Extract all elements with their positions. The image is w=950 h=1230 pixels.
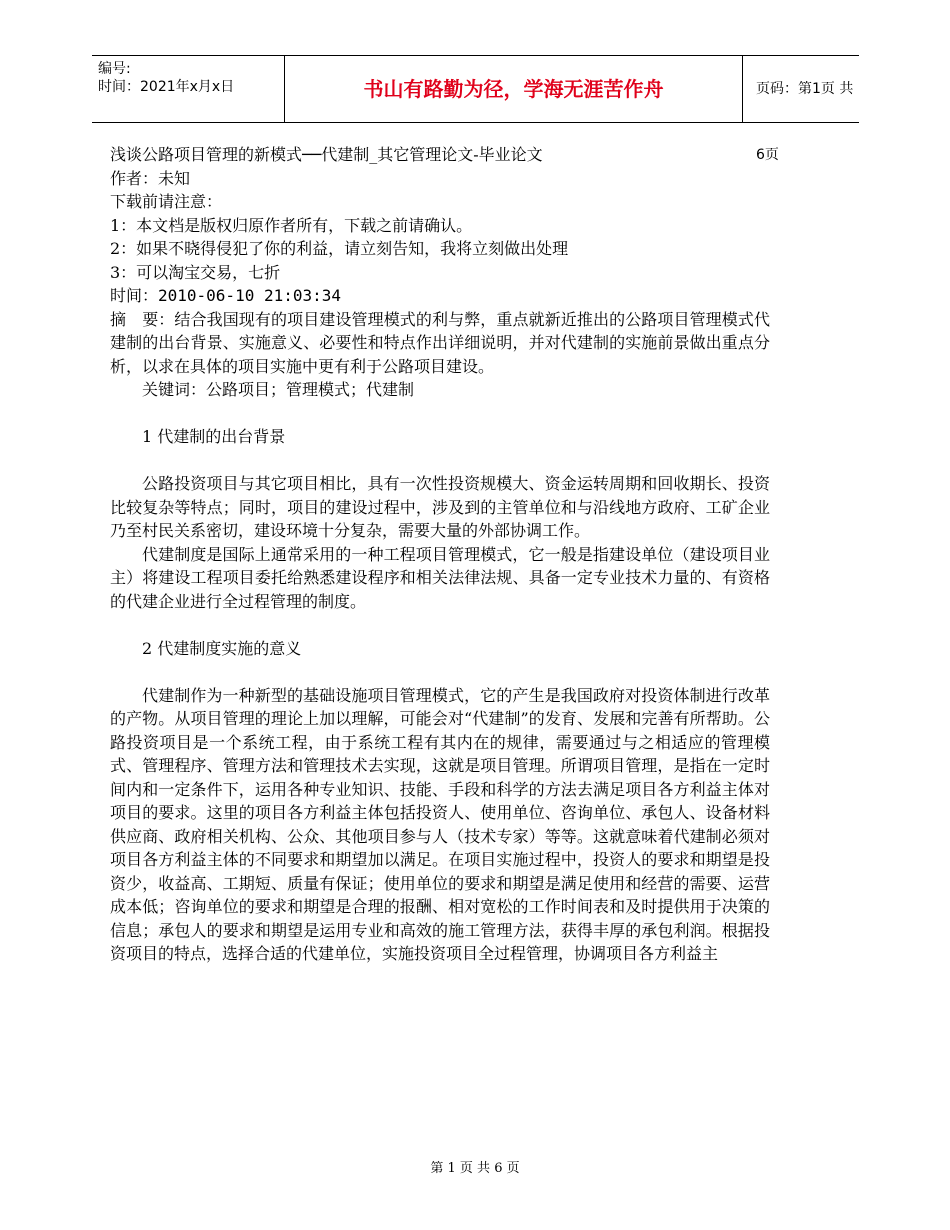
notice-item: 2：如果不晓得侵犯了你的利益，请立刻告知，我将立刻做出处理 bbox=[110, 239, 569, 258]
page-footer bbox=[0, 1157, 950, 1176]
body-paragraph: 公路投资项目与其它项目相比，具有一次性投资规模大、资金运转周期和回收期长、投资比较复杂等特点；同时，项目的建设过程中，涉及到的主管单位和与沿线地方政府、工矿企业乃至村民关系密切，建设环境十分复杂，需要大量的外部协调工作。 bbox=[110, 474, 770, 540]
body-paragraph: 代建制度是国际上通常采用的一种工程项目管理模式，它一般是指建设单位（建设项目业主）将建设工程项目委托给熟悉建设程序和相关法律法规、具备一定专业技术力量的、有资格的代建企业进行全过程管理的制度。 bbox=[110, 544, 770, 611]
time-label: 时间：2021年x月x日 bbox=[98, 79, 235, 95]
body-paragraph: 代建制作为一种新型的基础设施项目管理模式，它的产生是我国政府对投资体制进行改革的产物。从项目管理的理论上加以理解，可能会对“代建制”的发育、发展和完善有所帮助。公路投资项目是一个系统工程，由于系统工程有其内在的规律，需要通过与之相适应的管理模式、管理程序、管理方法和管理技术去实现，这就是项目管理。所谓项目管理，是指在一定时间内和一定条件下，运用各种专业知识、技能、手段和科学的方法去满足项目各方利益主体对项目的要求。这里的项目各方利益主体包括投资人、使用单位、咨询单位、承包人、设备材料供应商、政府相关机构、公众、其他项目参与人（技术专家）等等。这就意味着代建制必须对项目各方利益主体的不同要求和期望加以满足。在项目实施过程中，投资人的要求和期望是投资少，收益高、工期短、质量有保证；使用单位的要求和期望是满足使用和经营的需要、运营成本低；咨询单位的要求和期望是合理的报酬、相对宽松的工作时间表和及时提供用于决策的信息；承包人的要求和期望是运用专业和高效的施工管理方法，获得丰厚的承包利润。根据投资项目的特点，选择合适的代建单位，实施投资项目全过程管理，协调项目各方利益主 bbox=[110, 685, 770, 963]
section-heading: 1 代建制的出台背景 bbox=[142, 427, 286, 446]
document-body bbox=[110, 143, 770, 966]
header-page-info: 页码：第1页 共6页 bbox=[756, 81, 854, 163]
doc-author: 作者：未知 bbox=[110, 168, 191, 188]
abstract: 摘 要：结合我国现有的项目建设管理模式的利与弊，重点就新近推出的公路项目管理模式代建制的出台背景、实施意义、必要性和特点作出详细说明，并对代建制的实施前景做出重点分析，以求在具体的项目实施中更有利于公路项目建设。 bbox=[110, 309, 770, 376]
section-heading: 2 代建制度实施的意义 bbox=[142, 638, 302, 658]
serial-label: 编号: bbox=[98, 61, 131, 77]
notice-heading: 下载前请注意： bbox=[110, 192, 223, 211]
notice-item: 1：本文档是版权归原作者所有，下载之前请确认。 bbox=[110, 215, 473, 235]
doc-title: 浅谈公路项目管理的新模式──代建制_其它管理论文-毕业论文 bbox=[110, 145, 543, 164]
footer-page-number: 第 1 页 共 6 页 bbox=[430, 1161, 520, 1176]
notice-item: 3：可以淘宝交易，七折 bbox=[110, 262, 281, 282]
doc-time: 时间：2010-06-10 21:03:34 bbox=[110, 286, 342, 305]
header-motto: 书山有路勤为径，学海无涯苦作舟 bbox=[285, 56, 743, 122]
keywords: 关键词：公路项目；管理模式；代建制 bbox=[142, 380, 415, 399]
header-meta-cell bbox=[92, 56, 285, 122]
